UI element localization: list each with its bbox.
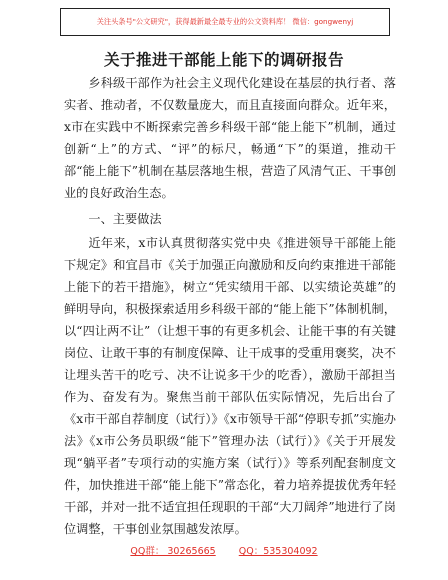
- document-body: [64, 72, 396, 540]
- promo-banner-text: 关注头条号"公文研究"，获得最新最全最专业的公文资料库！ 微信：gongwenyj: [96, 17, 354, 26]
- contact-footer: [0, 543, 448, 557]
- body-paragraph: 近年来，x市认真贯彻落实党中央《推进领导干部能上能下规定》和宜昌市《关于加强正向激励和反向约束推进干部能上能下的若干措施》，树立“凭实绩用干部、以实绩论英雄”的鲜明导向，积极探索适用乡科级干部的“能上能下”体制机制，以“四让两不让”（让想干事的有更多机会、让能干事的有关键岗位、让敢干事的有制度保障、让干成事的受重用褒奖，决不让埋头苦干的吃亏、决不让说多干少的吃香），激励干部担当作为、奋发有为。聚焦当前干部队伍实际情况，先后出台了《x市干部自荐制度（试行）》《x市领导干部“停职专抓”实施办法》《x市公务员职级“能下”管理办法（试行）》《关于开展发现“躺平者”专项行动的实施方案（试行）》等系列配套制度文件，加快推进干部“能上能下”常态化，着力培养提拔优秀年轻干部，并对一批不适宜担任现职的干部“大刀阔斧”地进行了岗位调整，干事创业氛围越发浓厚。: [64, 236, 396, 536]
- promo-banner: [60, 8, 390, 36]
- qq-contact-link[interactable]: QQ：535304092: [238, 546, 318, 557]
- intro-paragraph: 乡科级干部作为社会主义现代化建设在基层的执行者、落实者、推动者，不仅数量庞大，而且直接面向群众。近年来，x市在实践中不断探索完善乡科级干部“能上能下”机制，通过创新“上”的方式、“评”的标尺，畅通“下”的渠道，推动干部“能上能下”机制在基层落地生根，营造了风清气正、干事创业的良好政治生态。: [64, 76, 396, 200]
- document-title: 关于推进干部能上能下的调研报告: [103, 51, 344, 69]
- qq-group-link[interactable]: QQ群： 30265665: [130, 546, 216, 557]
- section-heading: 一、主要做法: [88, 212, 162, 226]
